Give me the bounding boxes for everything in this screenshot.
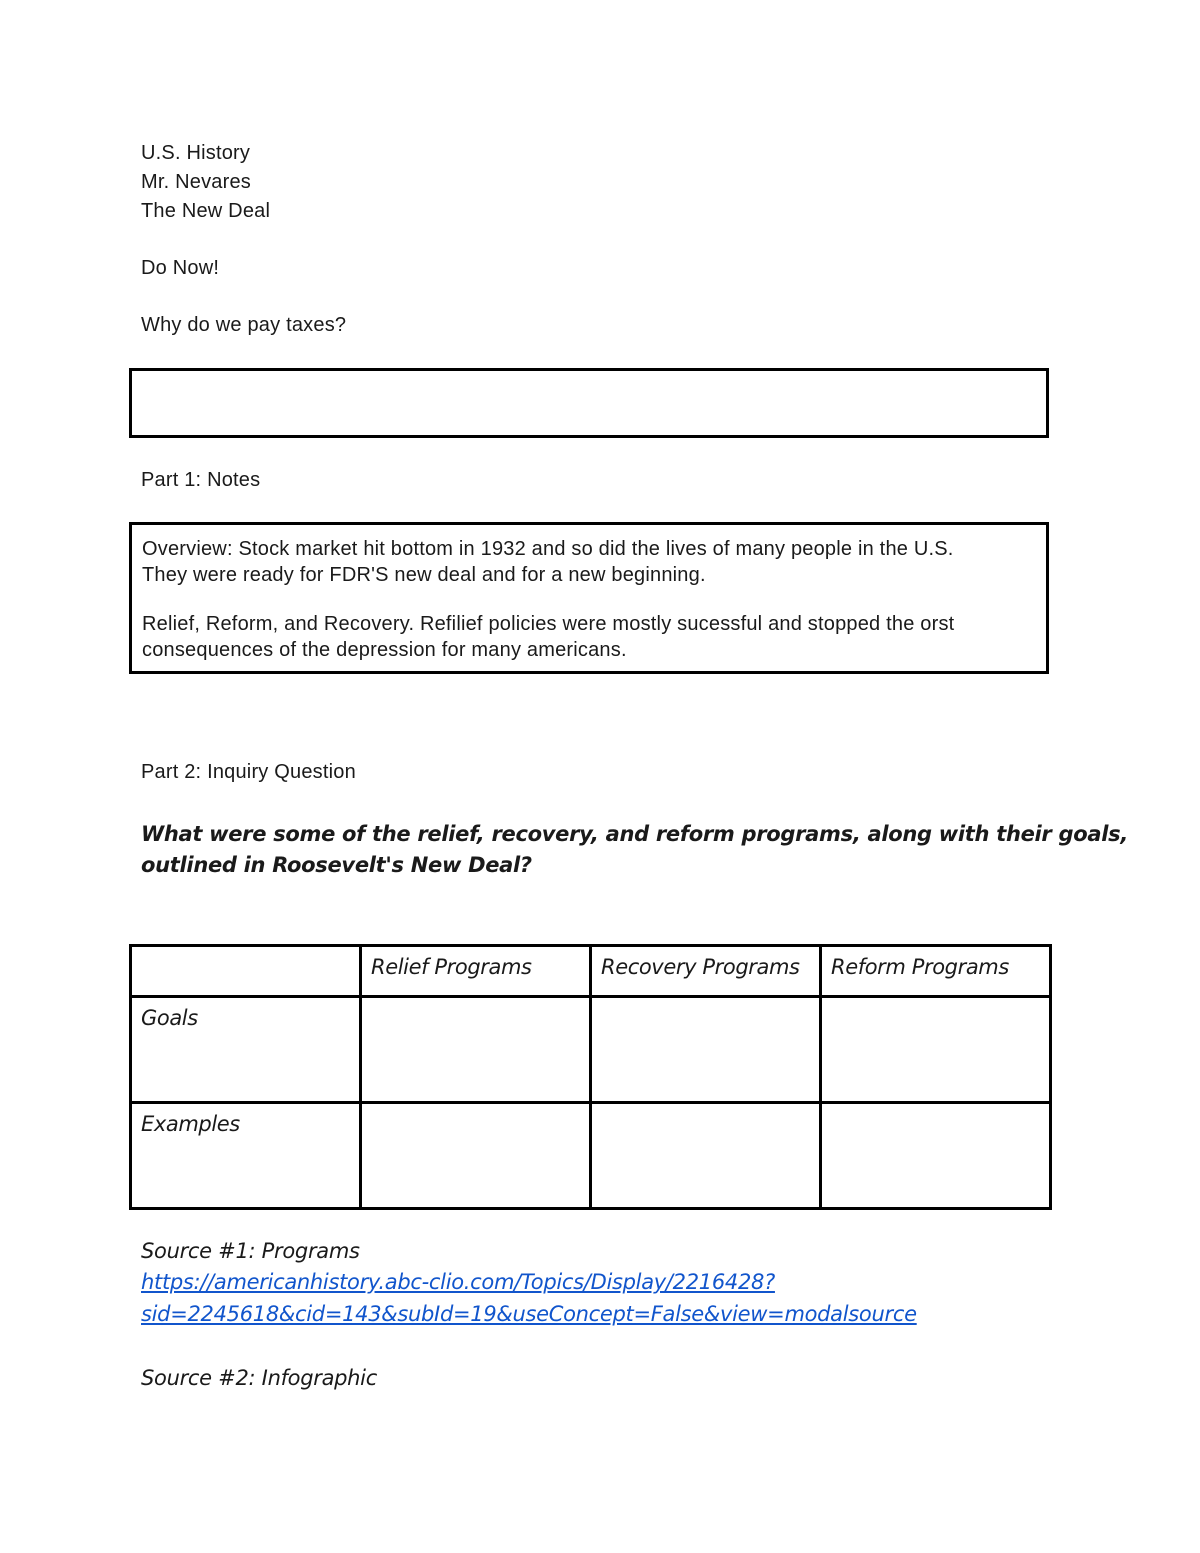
course-name: U.S. History <box>141 142 251 164</box>
do-now-heading: Do Now! <box>141 257 220 279</box>
lesson-topic: The New Deal <box>141 200 271 222</box>
examples-recovery-cell[interactable] <box>591 1103 821 1209</box>
source1-link[interactable] <box>141 1268 775 1297</box>
notes-line: consequences of the depression for many americans. <box>142 639 627 661</box>
notes-line: Overview: Stock market hit bottom in 1932 and so did the lives of many people in the U.S. <box>142 538 954 560</box>
goals-reform-cell[interactable] <box>821 997 1051 1103</box>
examples-reform-cell[interactable] <box>821 1103 1051 1209</box>
source1-link-line: sid=2245618&cid=143&subId=19&useConcept=False&view=modalsource <box>141 1302 917 1326</box>
column-header-reform: Reform Programs <box>821 946 1051 997</box>
notes-paragraph <box>142 611 1022 663</box>
table-corner-cell <box>131 946 361 997</box>
goals-relief-cell[interactable] <box>361 997 591 1103</box>
source2-title: Source #2: Infographic <box>141 1366 377 1390</box>
notes-line: They were ready for FDR'S new deal and for a new beginning. <box>142 564 706 586</box>
source1-title: Source #1: Programs <box>141 1239 360 1263</box>
notes-box[interactable] <box>129 522 1049 674</box>
do-now-question: Why do we pay taxes? <box>141 314 347 336</box>
goals-recovery-cell[interactable] <box>591 997 821 1103</box>
inquiry-question-line: What were some of the relief, recovery, and reform programs, along with their goals, <box>141 822 1129 846</box>
row-label-goals: Goals <box>131 997 361 1103</box>
column-header-relief: Relief Programs <box>361 946 591 997</box>
inquiry-question-line: outlined in Roosevelt's New Deal? <box>141 853 532 877</box>
table-header-row <box>131 946 1051 997</box>
part2-heading: Part 2: Inquiry Question <box>141 761 356 783</box>
table-row-goals <box>131 997 1051 1103</box>
source1-link-line: https://americanhistory.abc-clio.com/Topics/Display/2216428? <box>141 1270 775 1294</box>
teacher-name: Mr. Nevares <box>141 171 252 193</box>
table-row-examples <box>131 1103 1051 1209</box>
examples-relief-cell[interactable] <box>361 1103 591 1209</box>
part1-heading: Part 1: Notes <box>141 469 261 491</box>
row-label-examples: Examples <box>131 1103 361 1209</box>
do-now-answer-box[interactable] <box>129 368 1049 438</box>
programs-table <box>129 944 1052 1210</box>
source1-link-continued[interactable] <box>141 1300 917 1329</box>
notes-paragraph <box>142 536 1022 588</box>
column-header-recovery: Recovery Programs <box>591 946 821 997</box>
notes-line: Relief, Reform, and Recovery. Refilief policies were mostly sucessful and stopped the orst <box>142 613 955 635</box>
